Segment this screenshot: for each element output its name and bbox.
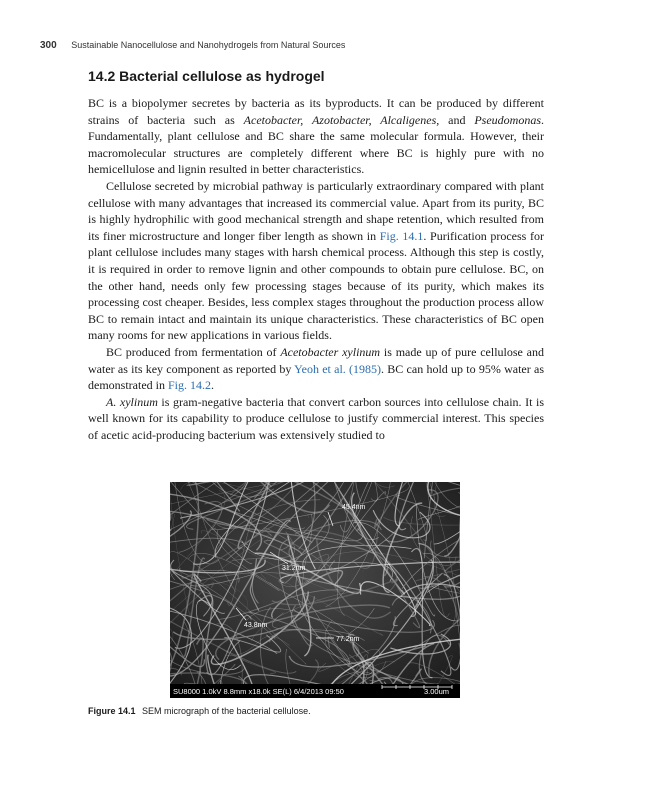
- scale-label: 3.00um: [424, 687, 450, 696]
- measurement-label: 77.2nm: [336, 636, 360, 643]
- book-title: Sustainable Nanocellulose and Nanohydrogels from Natural Sources: [71, 40, 346, 50]
- sem-micrograph: [170, 482, 460, 698]
- text-run: . BC can hold up to 95% water as demonstrated in: [88, 361, 544, 393]
- text-run: . Purification process for plant cellulose includes many stages with harsh chemical process. Although this step is costly, it is required in order to remove lignin and other compounds to obtain pure cellulose. BC, on the other hand, needs only few processing stages because of its purity, which makes its processing cost cheaper. Besides, less complex stages throughout the production process allow BC to remain intact and maintain its unique characteristics. These characteristics of BC open many rooms for new applications in various fields.: [88, 228, 544, 343]
- caption-text: SEM micrograph of the bacterial cellulose.: [142, 706, 311, 716]
- text-run-italic: Acetobacter, Azotobacter, Alcaligenes,: [243, 112, 440, 127]
- figure-caption: [88, 706, 311, 716]
- paragraph-2: [88, 178, 544, 344]
- measurement-label: 45.4nm: [342, 504, 366, 511]
- text-run-italic: Pseudomonas: [474, 112, 541, 127]
- text-run: BC produced from fermentation of: [106, 344, 281, 359]
- text-run: and: [439, 112, 475, 127]
- citation-link[interactable]: Yeoh et al. (1985): [294, 361, 382, 376]
- paragraph-4: [88, 394, 544, 444]
- text-run: Cellulose secreted by microbial pathway is particularly extraordinary compared with plant cellulose with many advantages that increased its commercial value. Apart from its purity, BC is highly hydrophilic with good mechanical strength and shape retention, which resulted from its finer microstructure and longer fiber length as shown in: [88, 178, 544, 243]
- text-run-italic: A. xylinum: [106, 394, 158, 409]
- sem-info-text: SU8000 1.0kV 8.8mm x18.0k SE(L) 6/4/2013 09:50: [173, 687, 344, 696]
- text-run: .: [211, 378, 214, 393]
- text-run: BC is a biopolymer secretes by bacteria as its byproducts. It can be produced by different strains of bacteria such as: [88, 96, 544, 127]
- text-run: is gram-negative bacteria that convert carbon sources into cellulose chain. It is well known for its capability to produce cellulose to justify commercial interest. This species of acetic acid-producing bacterium was extensively studied to: [88, 394, 544, 442]
- measurement-label: 43.8nm: [244, 622, 268, 629]
- figure-link[interactable]: Fig. 14.2: [167, 378, 211, 393]
- page-number: 300: [40, 40, 57, 51]
- paragraph-3: [88, 344, 544, 394]
- text-run: is made up of pure cellulose and water as its key component as reported by: [88, 344, 544, 376]
- body-text: [88, 95, 544, 443]
- section-title: 14.2 Bacterial cellulose as hydrogel: [88, 68, 325, 84]
- figure-link[interactable]: Fig. 14.1: [379, 228, 424, 243]
- paragraph-1: [88, 95, 544, 178]
- running-head: [40, 40, 600, 51]
- text-run-italic: Acetobacter xylinum: [280, 344, 381, 359]
- sem-image: [170, 482, 460, 698]
- text-run: . Fundamentally, plant cellulose and BC share the same molecular formula. However, their macromolecular structures are completely different where BC is highly pure with no hemicellulose and lignin resulted in better characteristics.: [88, 112, 544, 177]
- measurement-label: 31.2nm: [282, 565, 306, 572]
- caption-label: Figure 14.1: [88, 706, 136, 716]
